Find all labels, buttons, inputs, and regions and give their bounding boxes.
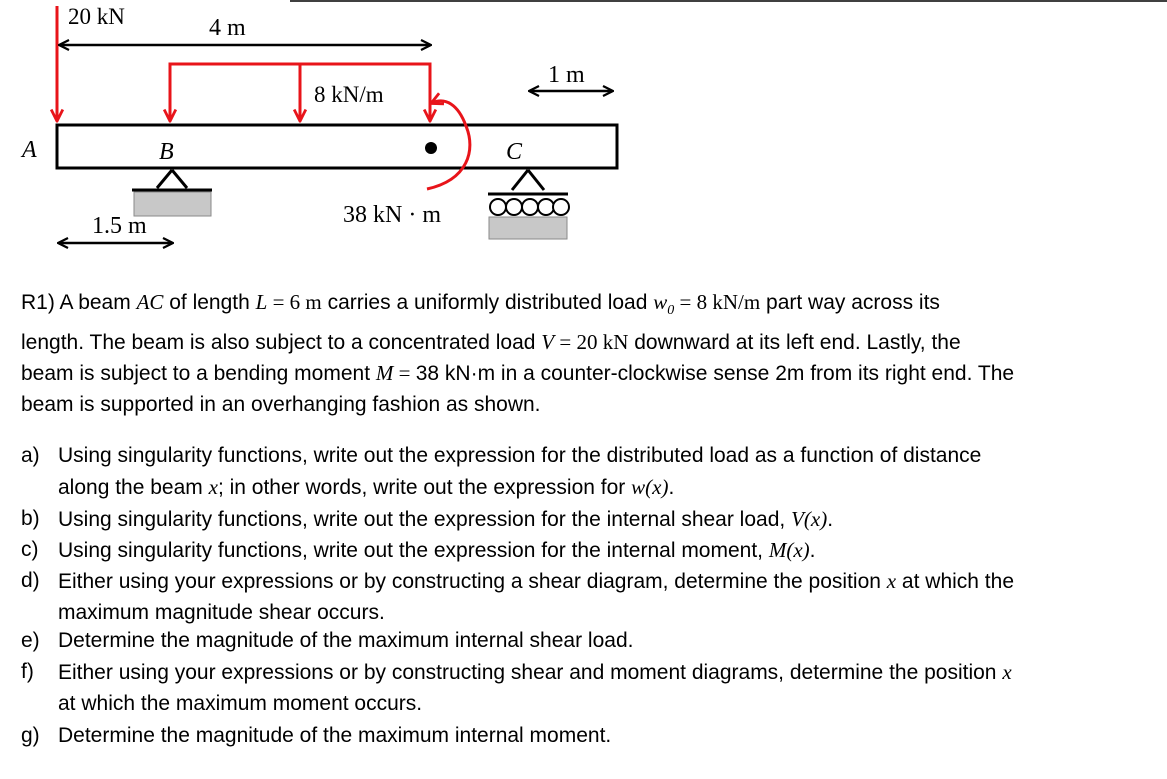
question-a-line-2 <box>58 472 981 504</box>
label-b: B <box>159 139 174 165</box>
question-text: Determine the magnitude of the maximum internal shear load. <box>58 629 634 652</box>
question-text: . <box>809 539 816 562</box>
problem-text: R1) A beam <box>21 291 137 314</box>
moment-label: 38 kN · m <box>343 202 441 228</box>
force-symbol: V <box>541 329 555 354</box>
question-d-line-2: maximum magnitude shear occurs. <box>58 600 385 624</box>
question-text: ; in other words, write out the expression for <box>217 475 632 499</box>
length-symbol: L <box>255 290 268 314</box>
moment-symbol: M <box>375 361 394 386</box>
question-text <box>58 566 1014 628</box>
roller-support-c <box>488 170 569 239</box>
problem-text: of length <box>163 291 256 314</box>
distributed-load-label: 8 kN/m <box>314 82 384 107</box>
question-label: b) <box>21 507 40 530</box>
problem-text: length. The beam is also subject to a concentrated load <box>21 330 542 354</box>
question-label: e) <box>21 629 40 652</box>
problem-text: downward at its left end. Lastly, the <box>628 330 961 354</box>
variable-x: x <box>886 569 897 593</box>
dim-1-5m-label: 1.5 m <box>92 213 147 239</box>
question-a-line-1: Using singularity functions, write out the expression for the distributed load as a function of distance <box>58 444 982 467</box>
question-text: Using singularity functions, write out the expression for the internal moment, <box>58 539 769 562</box>
question-text: Either using your expressions or by constructing shear and moment diagrams, determine the position <box>58 661 1003 684</box>
question-text <box>58 504 833 536</box>
problem-text: carries a uniformly distributed load <box>321 291 654 314</box>
load-subscript: 0 <box>667 303 675 319</box>
question-d-line-1 <box>58 566 1014 598</box>
problem-line-2 <box>21 327 1161 359</box>
expression-m: M(x) <box>768 538 810 562</box>
problem-line-3 <box>21 358 1161 390</box>
question-label: c) <box>21 538 39 561</box>
question-text <box>58 657 1012 719</box>
variable-x: x <box>1002 660 1012 684</box>
question-label: g) <box>21 724 40 747</box>
problem-line-1 <box>21 287 1161 327</box>
question-text: . <box>827 508 834 531</box>
question-label: a) <box>21 444 40 467</box>
question-label: f) <box>21 660 34 683</box>
force-value: = 20 kN <box>554 329 629 354</box>
beam-figure <box>0 0 1167 270</box>
question-text: Either using your expressions or by constructing a shear diagram, determine the position <box>58 570 887 593</box>
load-value: = 8 kN/m <box>674 290 761 314</box>
variable-x: x <box>208 474 218 499</box>
question-text: Using singularity functions, write out the expression for the internal shear load, <box>58 508 792 531</box>
pin-support-b <box>132 170 212 216</box>
question-f-line-2: at which the maximum moment occurs. <box>58 691 423 715</box>
problem-line-4: beam is supported in an overhanging fashion as shown. <box>21 392 541 416</box>
expression-w: w(x) <box>631 474 669 499</box>
dim-1m-label: 1 m <box>548 62 585 88</box>
moment-point <box>425 142 437 154</box>
expression-v: V(x) <box>791 507 828 531</box>
problem-text: part way across its <box>760 291 940 314</box>
question-text <box>58 441 981 503</box>
point-load-label: 20 kN <box>68 4 125 29</box>
label-a: A <box>22 137 37 163</box>
question-f-line-1 <box>58 657 1012 689</box>
problem-text: beam is subject to a bending moment <box>21 362 376 386</box>
problem-text: 38 kN·m in a counter-clockwise sense 2m from its right end. The <box>415 362 1015 386</box>
question-label: d) <box>21 569 40 592</box>
question-text: along the beam <box>58 475 209 499</box>
equals-sign: = <box>393 361 416 386</box>
beam-name: AC <box>136 290 164 314</box>
problem-statement <box>21 287 1161 420</box>
question-text: . <box>668 475 675 499</box>
load-symbol: w <box>653 290 668 314</box>
length-value: = 6 m <box>267 290 322 314</box>
question-text: Determine the magnitude of the maximum internal moment. <box>58 724 612 747</box>
beam <box>57 125 617 168</box>
label-c: C <box>506 139 523 165</box>
question-text <box>58 535 816 567</box>
dim-4m-label: 4 m <box>209 15 246 41</box>
question-text: at which the <box>896 570 1014 593</box>
